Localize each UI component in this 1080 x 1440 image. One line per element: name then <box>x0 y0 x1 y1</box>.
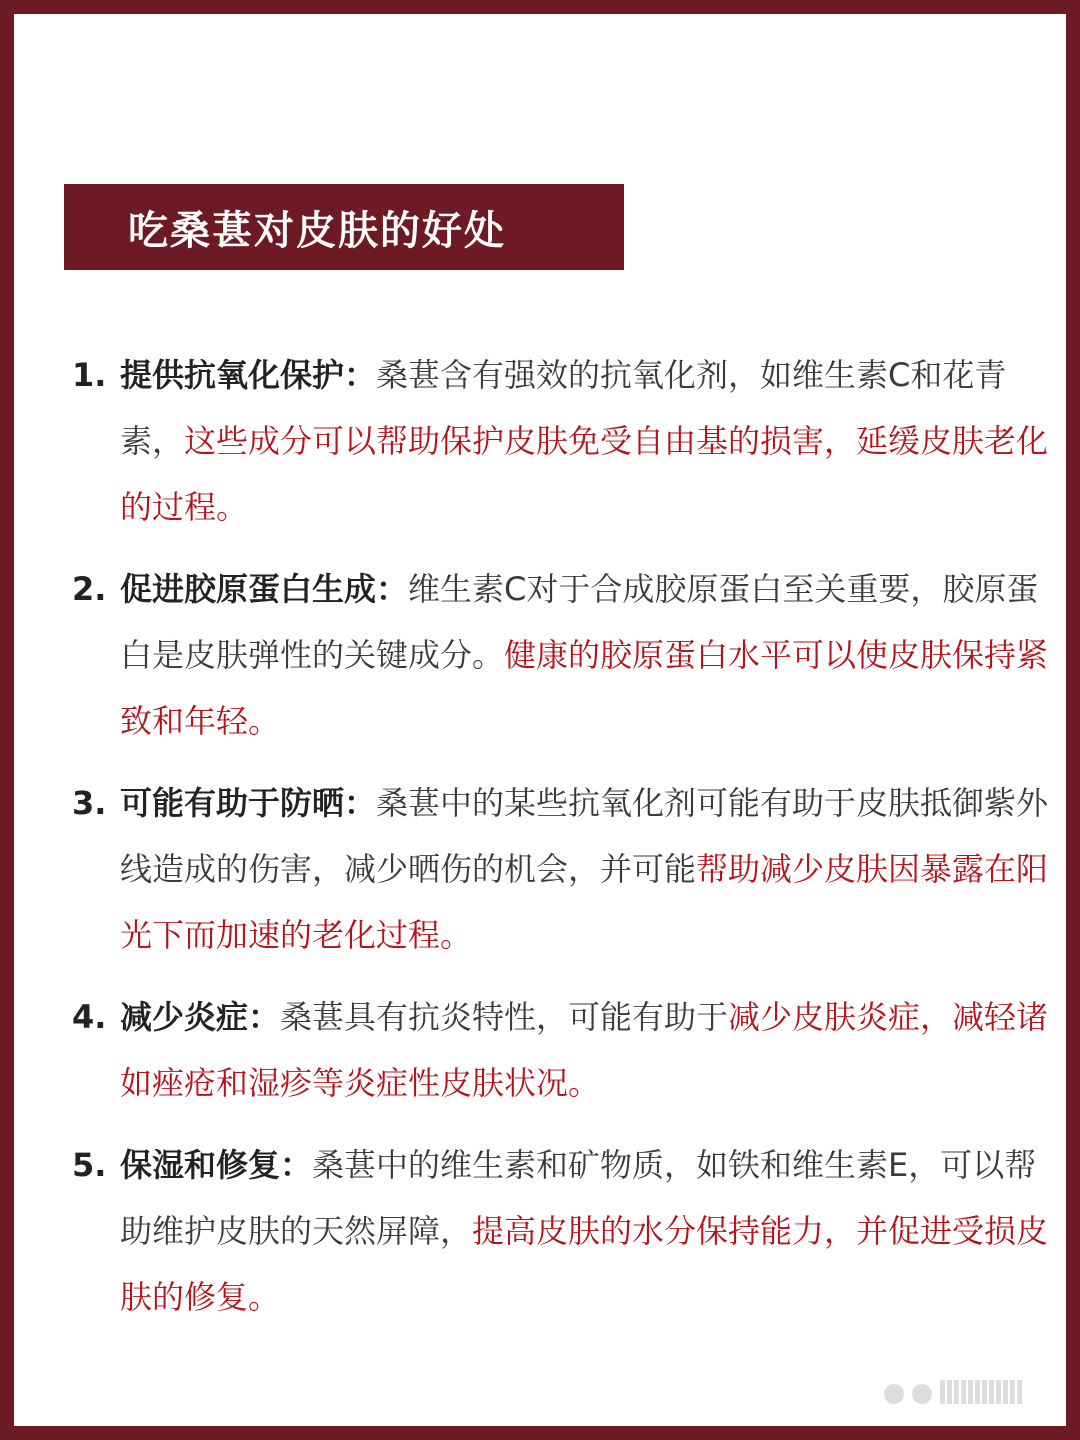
item-number: 3. <box>72 784 107 822</box>
item-text: 维生素C对于合成胶原蛋白至关重要，胶原蛋白是皮肤弹性的关键成分。 <box>120 570 1039 674</box>
item-colon: ： <box>280 1146 313 1184</box>
item-highlight: 帮助减少皮肤因暴露在阳光下而加速的老化过程。 <box>120 850 1049 954</box>
item-colon: ： <box>344 784 377 822</box>
item-colon: ： <box>376 570 409 608</box>
list-item <box>72 1132 1052 1330</box>
item-highlight: 这些成分可以帮助保护皮肤免受自由基的损害，延缓皮肤老化的过程。 <box>120 422 1049 526</box>
item-number: 2. <box>72 570 107 608</box>
item-number: 5. <box>72 1146 107 1184</box>
item-highlight: 减少皮肤炎症，减轻诸如痤疮和湿疹等炎症性皮肤状况。 <box>120 998 1049 1102</box>
item-text: 桑葚含有强效的抗氧化剂，如维生素C和花青素， <box>120 356 1007 460</box>
watermark-bars-icon <box>940 1380 1022 1404</box>
item-heading: 保湿和修复 <box>120 1146 281 1184</box>
item-heading: 减少炎症 <box>120 998 249 1036</box>
item-text: 桑葚中的维生素和矿物质，如铁和维生素E，可以帮助维护皮肤的天然屏障， <box>120 1146 1037 1250</box>
item-highlight: 健康的胶原蛋白水平可以使皮肤保持紧致和年轻。 <box>120 636 1049 740</box>
watermark-circle-icon <box>912 1384 932 1404</box>
item-heading: 促进胶原蛋白生成 <box>120 570 377 608</box>
list-item <box>72 984 1052 1116</box>
item-colon: ： <box>248 998 281 1036</box>
item-heading: 可能有助于防晒 <box>120 784 345 822</box>
item-text: 桑葚中的某些抗氧化剂可能有助于皮肤抵御紫外线造成的伤害，减少晒伤的机会，并可能 <box>120 784 1049 888</box>
item-heading: 提供抗氧化保护 <box>120 356 345 394</box>
item-number: 4. <box>72 998 107 1036</box>
list-item <box>72 342 1052 540</box>
item-number: 1. <box>72 356 107 394</box>
item-text: 桑葚具有抗炎特性，可能有助于 <box>280 998 729 1036</box>
list-item <box>72 770 1052 968</box>
title-banner <box>64 184 624 270</box>
benefits-list <box>72 342 1052 1346</box>
page-title: 吃桑葚对皮肤的好处 <box>128 207 506 254</box>
item-colon: ： <box>344 356 377 394</box>
watermark-logo <box>884 1380 1022 1404</box>
item-highlight: 提高皮肤的水分保持能力，并促进受损皮肤的修复。 <box>120 1212 1049 1316</box>
list-item <box>72 556 1052 754</box>
watermark-circle-icon <box>884 1384 904 1404</box>
